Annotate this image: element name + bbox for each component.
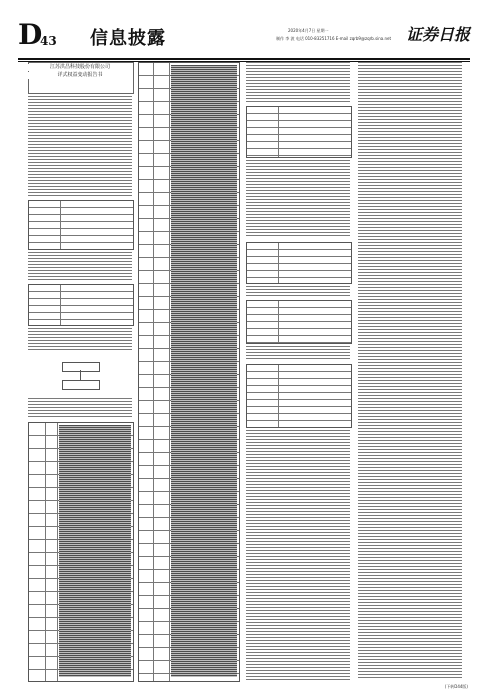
text-block (246, 430, 350, 680)
section-name: 信息披露 (90, 28, 166, 49)
column-4 (358, 62, 462, 680)
disclosure-table (28, 422, 134, 682)
date-line: 2020年4月7日 星期一 (288, 28, 329, 33)
text-block (246, 160, 350, 238)
data-table (246, 364, 352, 428)
text-block (358, 62, 462, 680)
company-name: 江苏洪昌科技股份有限公司 (28, 64, 132, 71)
structure-chart-node (62, 380, 100, 390)
column-1 (28, 62, 132, 680)
data-table (246, 106, 352, 158)
masthead-rule (18, 58, 470, 60)
masthead (18, 18, 470, 58)
article-title: 详式权益变动报告书 (28, 72, 132, 79)
structure-chart-node (62, 362, 100, 372)
continuation-note: (下转D44版) (444, 684, 468, 689)
text-block (28, 252, 132, 280)
text-block (28, 398, 132, 418)
text-block (246, 346, 350, 360)
info-table (28, 200, 134, 250)
section-letter: D (18, 18, 43, 51)
newspaper-logo: 证券日报 (405, 25, 470, 44)
text-block (28, 96, 132, 196)
column-2 (138, 62, 238, 680)
text-block (246, 286, 350, 296)
contact-line: 制作 李 波 电话 010-83251716 E-mail zqrb9@zqrb.sina.net (276, 36, 392, 41)
structure-chart-connector (80, 370, 81, 380)
data-table (246, 242, 352, 284)
data-table (246, 300, 352, 344)
column-3 (246, 62, 350, 680)
text-block (246, 62, 350, 102)
text-block (28, 328, 132, 350)
page-number: 43 (40, 34, 57, 48)
disclosure-table (138, 62, 240, 682)
info-table (28, 284, 134, 326)
